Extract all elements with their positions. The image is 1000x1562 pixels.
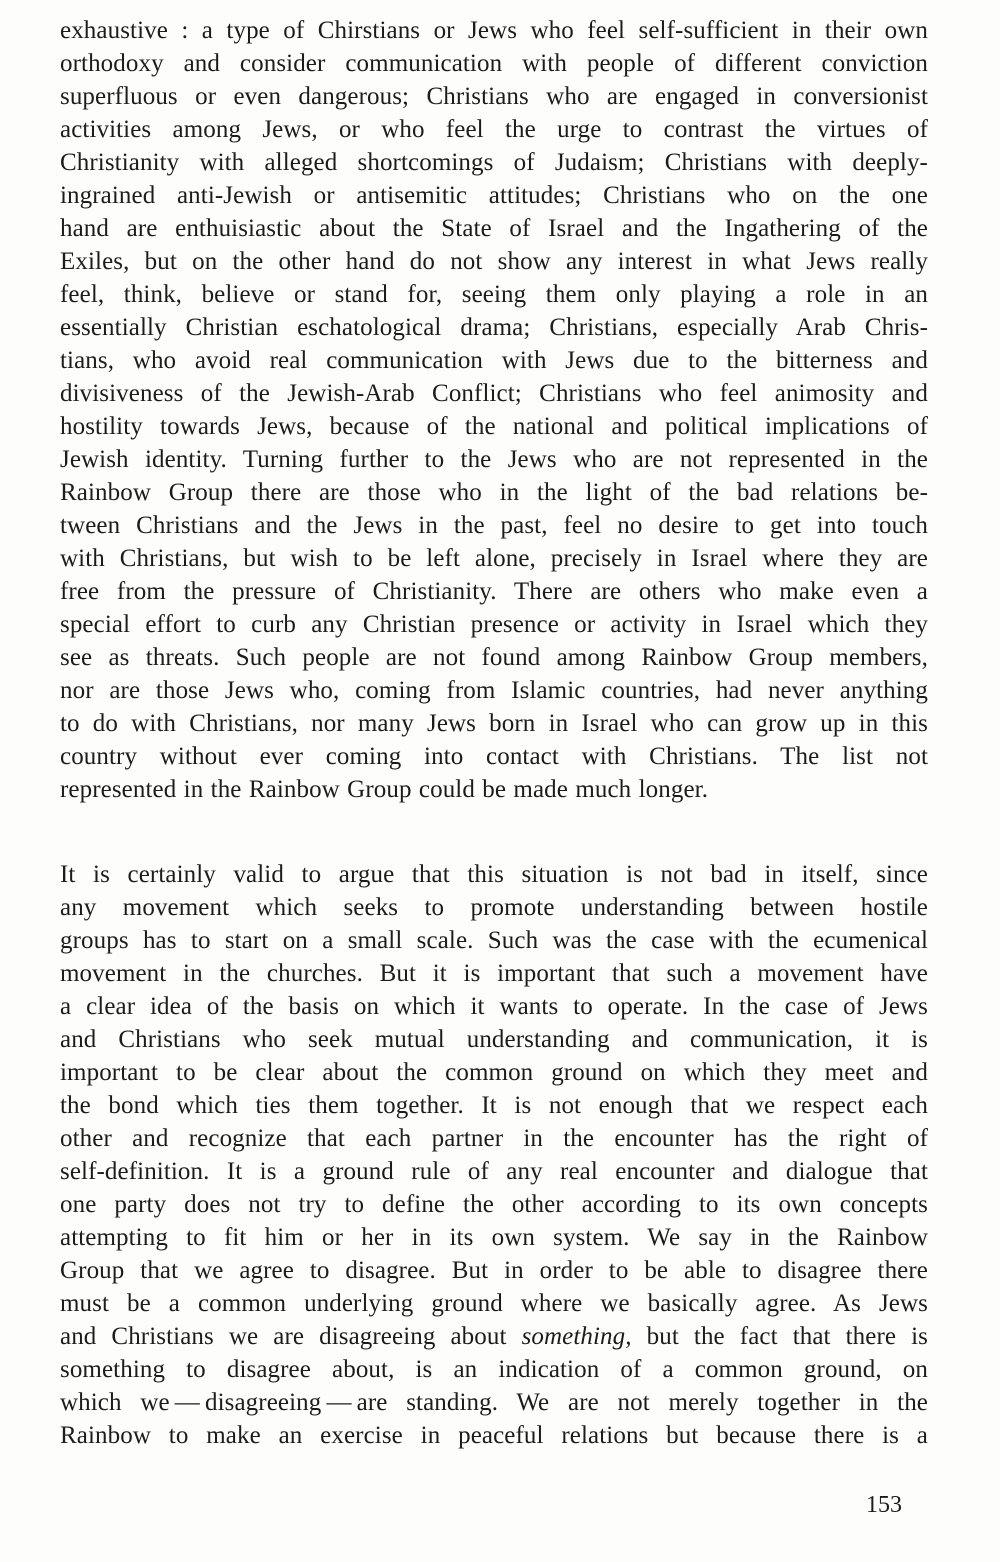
paragraph-2 <box>60 858 928 1452</box>
text-line: groups has to start on a small scale. Such was the case with the ecumenical <box>60 927 928 954</box>
text-line: important to be clear about the common ground on which they meet and <box>60 1059 928 1086</box>
text-line: and Christians who seek mutual understanding and communication, it is <box>60 1026 928 1053</box>
text-line: divisiveness of the Jewish-Arab Conflict; Christians who feel animosity and <box>60 380 928 407</box>
text-line: superfluous or even dangerous; Christians who are engaged in conversionist <box>60 83 928 110</box>
text-line: hostility towards Jews, because of the national and political implications of <box>60 413 928 440</box>
text-line: must be a common underlying ground where we basically agree. As Jews <box>60 1290 928 1317</box>
text-line: ingrained anti-Jewish or antisemitic attitudes; Christians who on the one <box>60 182 928 209</box>
text-line: hand are enthuisiastic about the State of Israel and the Ingathering of the <box>60 215 928 242</box>
text-line: attempting to fit him or her in its own system. We say in the Rainbow <box>60 1224 928 1251</box>
text-line: with Christians, but wish to be left alone, precisely in Israel where they are <box>60 545 928 572</box>
text-line: essentially Christian eschatological drama; Christians, especially Arab Chris- <box>60 314 928 341</box>
text-line: It is certainly valid to argue that this situation is not bad in itself, since <box>60 861 928 888</box>
page-number: 153 <box>866 1492 902 1518</box>
text-line: which we — disagreeing — are standing. We are not merely together in the <box>60 1389 928 1416</box>
text-line: nor are those Jews who, coming from Islamic countries, had never anything <box>60 677 928 704</box>
text-line: to do with Christians, nor many Jews born in Israel who can grow up in this <box>60 710 928 737</box>
text-line: one party does not try to define the other according to its own concepts <box>60 1191 928 1218</box>
text-segment: and Christians we are disagreeing about <box>60 1323 522 1350</box>
text-line: represented in the Rainbow Group could be made much longer. <box>60 776 709 803</box>
text-line: the bond which ties them together. It is not enough that we respect each <box>60 1092 928 1119</box>
text-line: special effort to curb any Christian presence or activity in Israel which they <box>60 611 928 638</box>
text-line: other and recognize that each partner in the encounter has the right of <box>60 1125 928 1152</box>
text-line: any movement which seeks to promote understanding between hostile <box>60 894 928 921</box>
text-line: feel, think, believe or stand for, seeing them only playing a role in an <box>60 281 928 308</box>
text-line: free from the pressure of Christianity. There are others who make even a <box>60 578 928 605</box>
text-line: Rainbow to make an exercise in peaceful relations but because there is a <box>60 1422 928 1449</box>
text-line: tween Christians and the Jews in the past, feel no desire to get into touch <box>60 512 928 539</box>
text-line: Exiles, but on the other hand do not show any interest in what Jews really <box>60 248 928 275</box>
text-line: tians, who avoid real communication with Jews due to the bitterness and <box>60 347 928 374</box>
text-line: self-definition. It is a ground rule of any real encounter and dialogue that <box>60 1158 928 1185</box>
text-line: see as threats. Such people are not found among Rainbow Group members, <box>60 644 928 671</box>
text-line: movement in the churches. But it is important that such a movement have <box>60 960 928 987</box>
text-line: activities among Jews, or who feel the urge to contrast the virtues of <box>60 116 928 143</box>
text-line: a clear idea of the basis on which it wants to operate. In the case of Jews <box>60 993 928 1020</box>
text-line: Christianity with alleged shortcomings of Judaism; Christians with deeply- <box>60 149 928 176</box>
text-segment: but the fact that there is <box>631 1323 928 1350</box>
paragraph-1 <box>60 14 928 806</box>
text-line: Jewish identity. Turning further to the Jews who are not represented in the <box>60 446 928 473</box>
text-line: Group that we agree to disagree. But in order to be able to disagree there <box>60 1257 928 1284</box>
italic-word: something, <box>521 1323 632 1350</box>
text-line: country without ever coming into contact with Christians. The list not <box>60 743 928 770</box>
text-line: Rainbow Group there are those who in the light of the bad relations be- <box>60 479 928 506</box>
text-line-with-italic <box>60 1320 928 1353</box>
text-line: something to disagree about, is an indication of a common ground, on <box>60 1356 928 1383</box>
text-line: exhaustive : a type of Chirstians or Jews who feel self-sufficient in their own <box>60 17 928 44</box>
text-line: orthodoxy and consider communication with people of different conviction <box>60 50 928 77</box>
